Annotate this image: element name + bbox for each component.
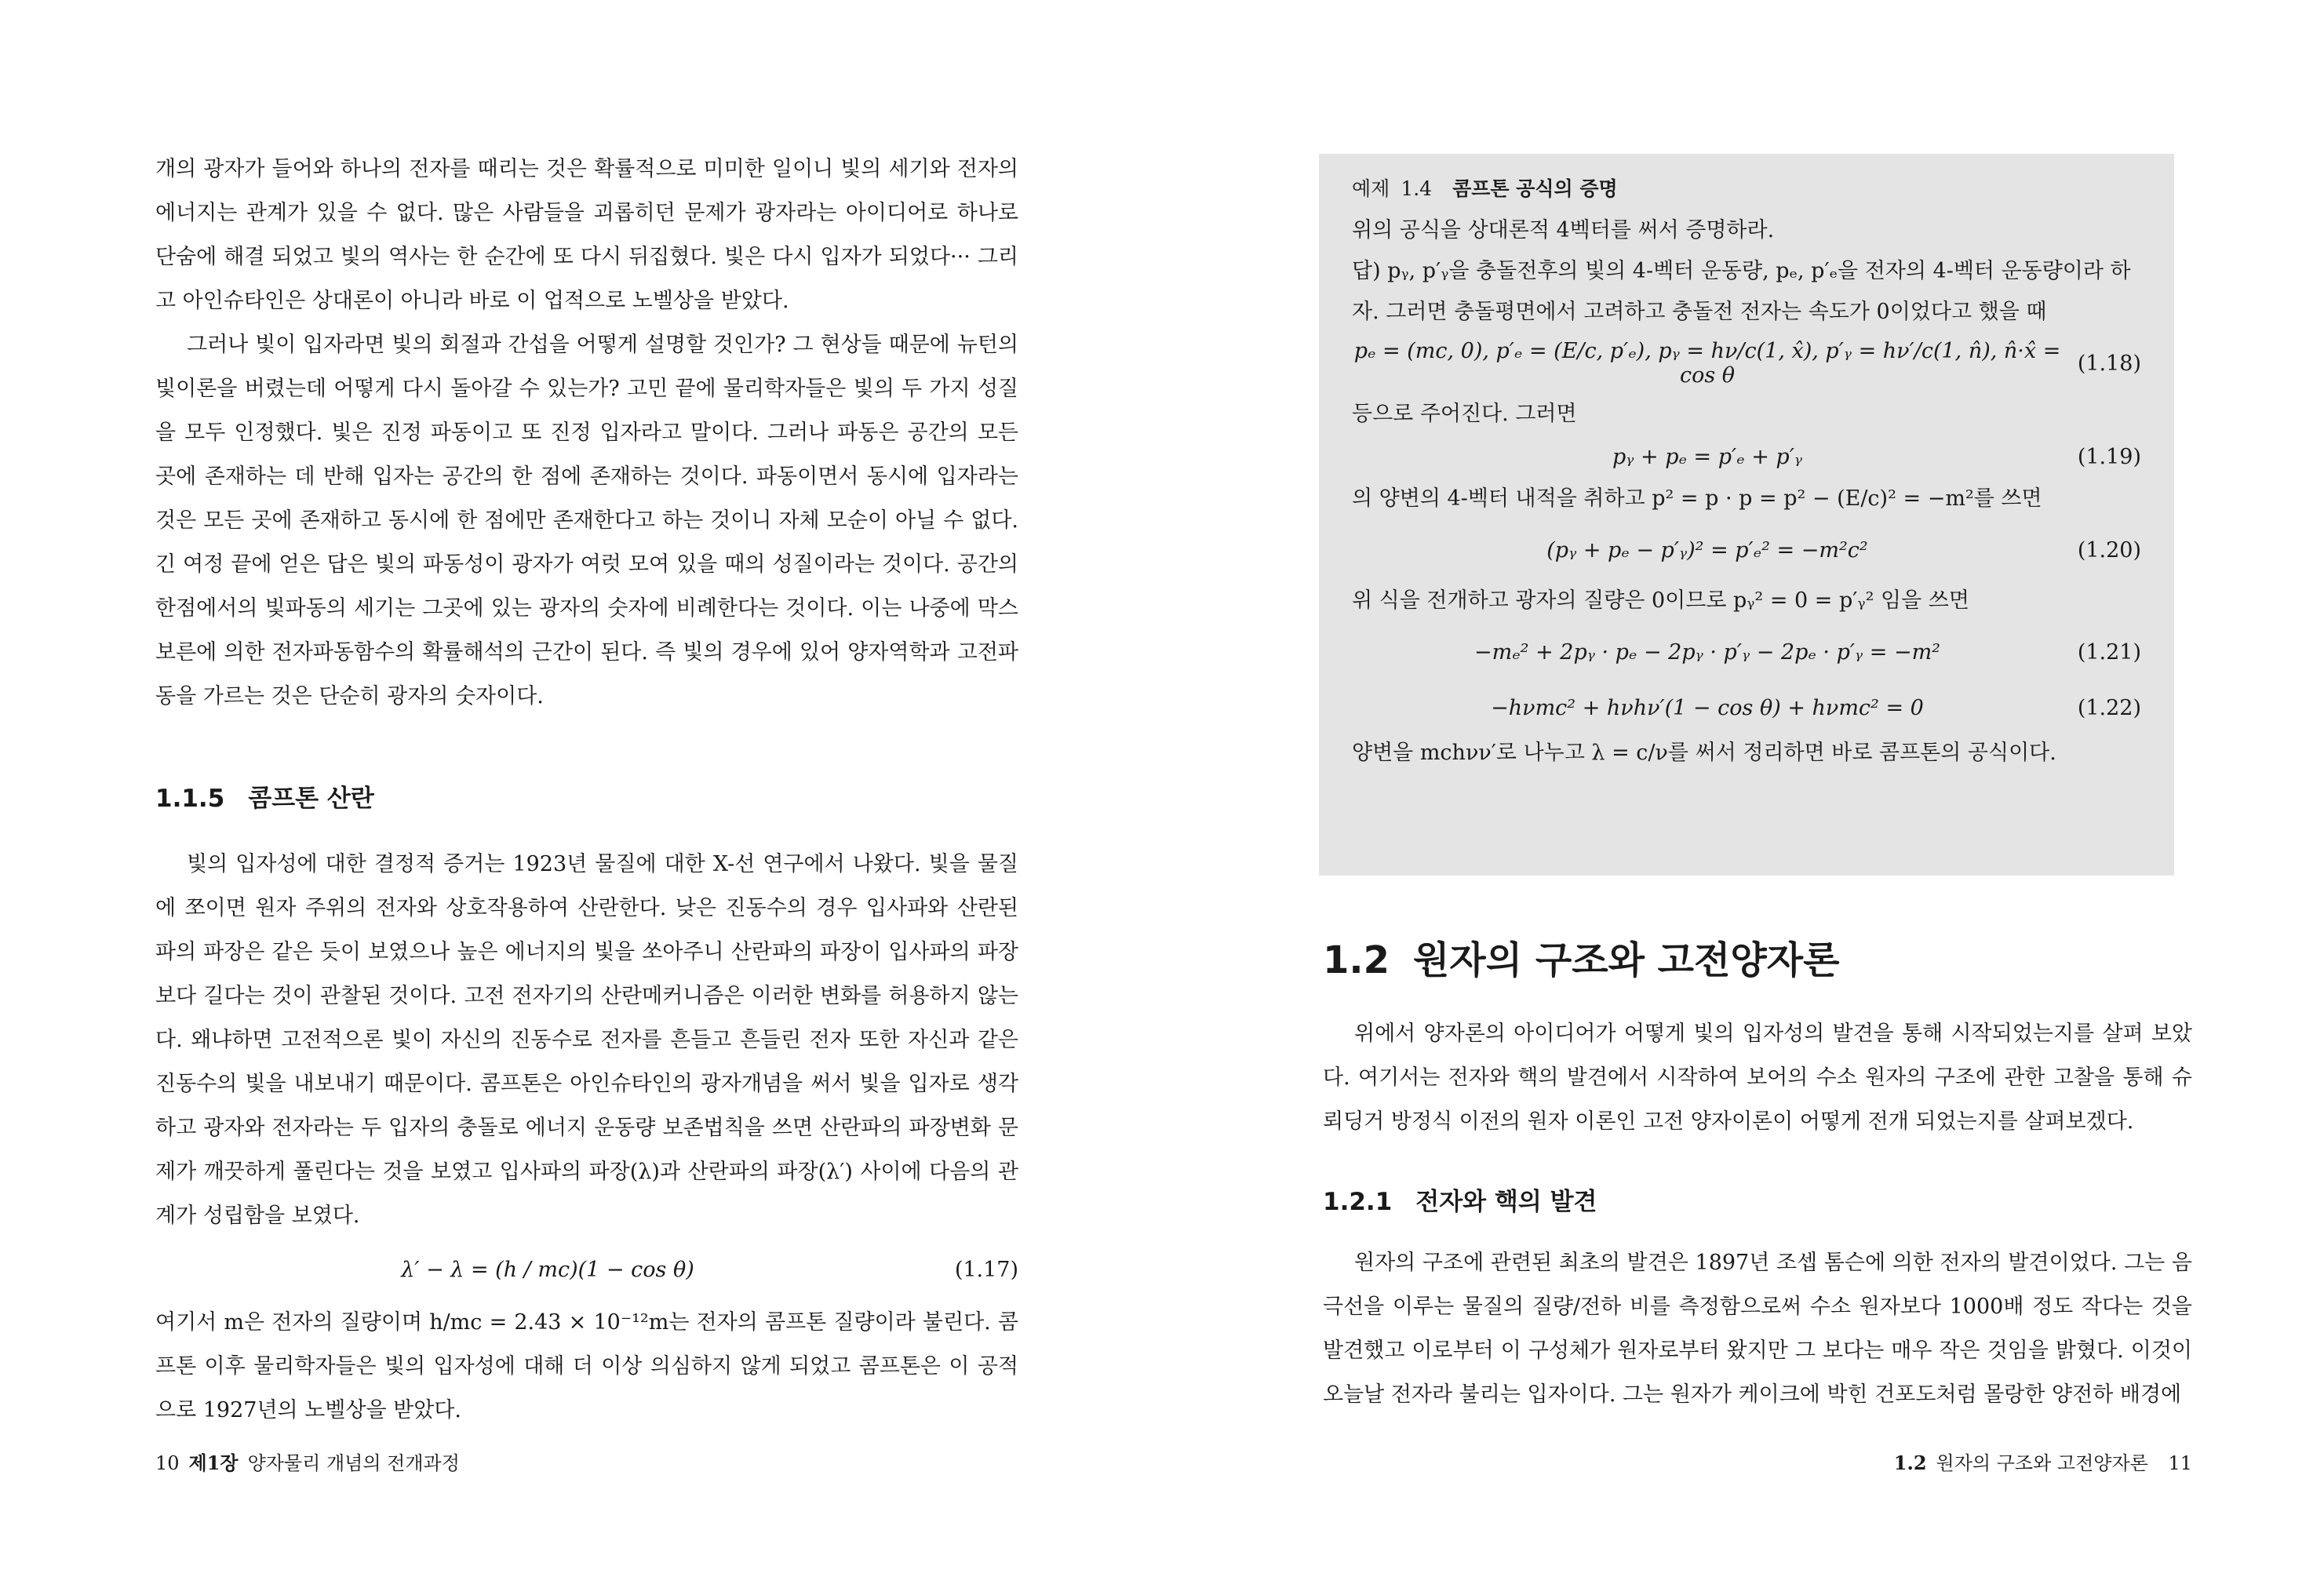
section-label: 1.2 xyxy=(1893,1451,1927,1474)
page-footer xyxy=(155,1448,460,1475)
equation-1-19 xyxy=(1352,435,2141,479)
paragraph: 빛의 입자성에 대한 결정적 증거는 1923년 물질에 대한 X-선 연구에서 나왔다. 빛을 물질에 쪼이면 원자 주위의 전자와 상호작용하여 산란한다. 낮은 진동수의 경우 입사파와 산란된 파의 파장은 같은 듯이 보였으나 높은 에너지의 빛을 쏘아주니 산란파의 파장이 입사파의 파장보다 길다는 것이 관찰된 것이다. 고전 전자기의 산란메커니즘은 이러한 변화를 허용하지 않는다. 왜냐하면 고전적으론 빛이 자신의 진동수로 전자를 흔들고 흔들린 전자 또한 자신과 같은 진동수의 빛을 내보내기 때문이다. 콤프톤은 아인슈타인의 광자개념을 써서 빛을 입자로 생각하고 광자와 전자라는 두 입자의 충돌로 에너지 운동량 보존법칙을 쓰면 산란파의 파장변화 문제가 깨끗하게 풀린다는 것을 보였고 입사파의 파장(λ)과 산란파의 파장(λ′) 사이에 다음의 관계가 성립함을 보였다. xyxy=(155,852,1018,1228)
paragraph: 개의 광자가 들어와 하나의 전자를 때리는 것은 확률적으로 미미한 일이니 빛의 세기와 전자의 에너지는 관계가 있을 수 없다. 많은 사람들을 괴롭히던 문제가 광자라는 아이디어로 하나로 단숨에 해결 되었고 빛의 역사는 한 순간에 또 다시 뒤집혔다. 빛은 다시 입자가 되었다··· 그리고 아인슈타인은 상대론이 아니라 바로 이 업적으로 노벨상을 받았다. xyxy=(155,157,1018,313)
equation-1-17 xyxy=(155,1238,1018,1301)
chapter-label: 제1장 xyxy=(188,1451,239,1474)
left-text-column xyxy=(155,148,1018,1433)
example-label: 예제 xyxy=(1352,177,1390,200)
equation-body: pₑ = (mc, 0), p′ₑ = (E/c, p′ₑ), pᵧ = hν/c(1, x̂), p′ᵧ = hν′/c(1, n̂), n̂·x̂ = cos θ xyxy=(1353,339,2061,388)
section-number: 1.2.1 xyxy=(1323,1188,1393,1216)
equation-1-22 xyxy=(1352,683,2141,733)
example-box xyxy=(1319,154,2174,876)
section-number: 1.1.5 xyxy=(155,785,225,813)
section-title: 원자의 구조와 고전양자론 xyxy=(1413,938,1840,982)
section-number: 1.2 xyxy=(1323,938,1390,982)
section-heading-compton xyxy=(155,775,1018,822)
equation-body: −mₑ² + 2pᵧ · pₑ − 2pᵧ · p′ᵧ − 2pₑ · p′ᵧ = −m² xyxy=(1473,639,1940,665)
section-heading-atom-structure xyxy=(1323,931,2192,990)
equation-body: λ′ − λ = (h / mc)(1 − cos θ) xyxy=(401,1257,694,1282)
equation-number: (1.19) xyxy=(2077,444,2141,469)
example-line: 위의 공식을 상대론적 4벡터를 써서 증명하라. xyxy=(1352,218,1775,242)
equation-body: (pᵧ + pₑ − p′ᵧ)² = p′ₑ² = −m²c² xyxy=(1546,537,1868,563)
paragraph: 여기서 m은 전자의 질량이며 h/mc = 2.43 × 10⁻¹²m는 전자의 콤프톤 질량이라 불린다. 콤프톤 이후 물리학자들은 빛의 입자성에 대해 더 이상 의심하지 않게 되었고 콤프톤은 이 공적으로 1927년의 노벨상을 받았다. xyxy=(155,1310,1018,1422)
equation-1-21 xyxy=(1352,621,2141,683)
example-line: 의 양변의 4-벡터 내적을 취하고 p² = p · p = p² − (E/c)² = −m²를 쓰면 xyxy=(1352,486,2042,511)
section-title: 전자와 핵의 발견 xyxy=(1415,1188,1597,1216)
equation-number: (1.21) xyxy=(2077,639,2141,665)
equation-number: (1.22) xyxy=(2077,695,2141,720)
paragraph: 원자의 구조에 관련된 최초의 발견은 1897년 조셉 톰슨에 의한 전자의 발견이었다. 그는 음극선을 이루는 물질의 질량/전하 비를 측정함으로써 수소 원자보다 1000배 정도 작다는 것을 발견했고 이로부터 이 구성체가 원자로부터 왔지만 그 보다는 매우 작은 것임을 밝혔다. 이것이 오늘날 전자라 불리는 입자이다. 그는 원자가 케이크에 박힌 건포도처럼 몰랑한 양전하 배경에 xyxy=(1323,1251,2192,1407)
equation-1-18 xyxy=(1352,333,2141,394)
example-heading: 콤프톤 공식의 증명 xyxy=(1452,177,1618,200)
page-number: 10 xyxy=(155,1452,180,1474)
section-footer-title: 원자의 구조와 고전양자론 xyxy=(1936,1452,2148,1474)
example-line: 위 식을 전개하고 광자의 질량은 0이므로 pᵧ² = 0 = p′ᵧ² 임을 쓰면 xyxy=(1352,588,1969,613)
paragraph: 위에서 양자론의 아이디어가 어떻게 빛의 입자성의 발견을 통해 시작되었는지를 살펴 보았다. 여기서는 전자와 핵의 발견에서 시작하여 보어의 수소 원자의 구조에 관한 고찰을 통해 슈뢰딩거 방정식 이전의 원자 이론인 고전 양자이론이 어떻게 전개 되었는지를 살펴보겠다. xyxy=(1323,1022,2192,1134)
equation-number: (1.17) xyxy=(954,1257,1018,1282)
equation-number: (1.20) xyxy=(2077,537,2141,563)
example-line: 양변을 mchνν′로 나누고 λ = c/ν를 써서 정리하면 바로 콤프톤의 공식이다. xyxy=(1352,741,2056,765)
example-line: 답) pᵧ, p′ᵧ을 충돌전후의 빛의 4-벡터 운동량, pₑ, p′ₑ을 전자의 4-벡터 운동량이라 하자. 그러면 충돌평면에서 고려하고 충돌전 전자는 속도가 0이었다고 했을 때 xyxy=(1352,259,2131,324)
right-text-column xyxy=(1323,931,2192,1417)
equation-number: (1.18) xyxy=(2077,351,2141,376)
chapter-title: 양자물리 개념의 전개과정 xyxy=(247,1452,460,1474)
example-line: 등으로 주어진다. 그러면 xyxy=(1352,402,1577,426)
equation-body: pᵧ + pₑ = p′ₑ + p′ᵧ xyxy=(1612,444,1802,469)
example-number: 1.4 xyxy=(1401,177,1433,200)
page-footer xyxy=(1885,1448,2192,1475)
section-heading-electron-nucleus xyxy=(1323,1178,2192,1226)
right-page xyxy=(1162,0,2324,1588)
example-title xyxy=(1352,171,2141,207)
equation-body: −hνmc² + hνhν′(1 − cos θ) + hνmc² = 0 xyxy=(1491,695,1924,720)
equation-1-20 xyxy=(1352,519,2141,581)
section-title: 콤프톤 산란 xyxy=(248,785,374,813)
paragraph: 그러나 빛이 입자라면 빛의 회절과 간섭을 어떻게 설명할 것인가? 그 현상들 때문에 뉴턴의 빛이론을 버렸는데 어떻게 다시 돌아갈 수 있는가? 고민 끝에 물리학자들은 빛의 두 가지 성질을 모두 인정했다. 빛은 진정 파동이고 또 진정 입자라고 말이다. 그러나 파동은 공간의 모든 곳에 존재하는 데 반해 입자는 공간의 한 점에 존재하는 것이다. 파동이면서 동시에 입자라는 것은 모든 곳에 존재하고 동시에 한 점에만 존재한다고 하는 것이니 자체 모순이 아닐 수 없다. 긴 여정 끝에 얻은 답은 빛의 파동성이 광자가 여럿 모여 있을 때의 성질이라는 것이다. 공간의 한점에서의 빛파동의 세기는 그곳에 있는 광자의 숫자에 비례한다는 것이다. 이는 나중에 막스보른에 의한 전자파동함수의 확률해석의 근간이 된다. 즉 빛의 경우에 있어 양자역학과 고전파동을 가르는 것은 단순히 광자의 숫자이다. xyxy=(155,333,1018,708)
page-number: 11 xyxy=(2168,1452,2192,1474)
